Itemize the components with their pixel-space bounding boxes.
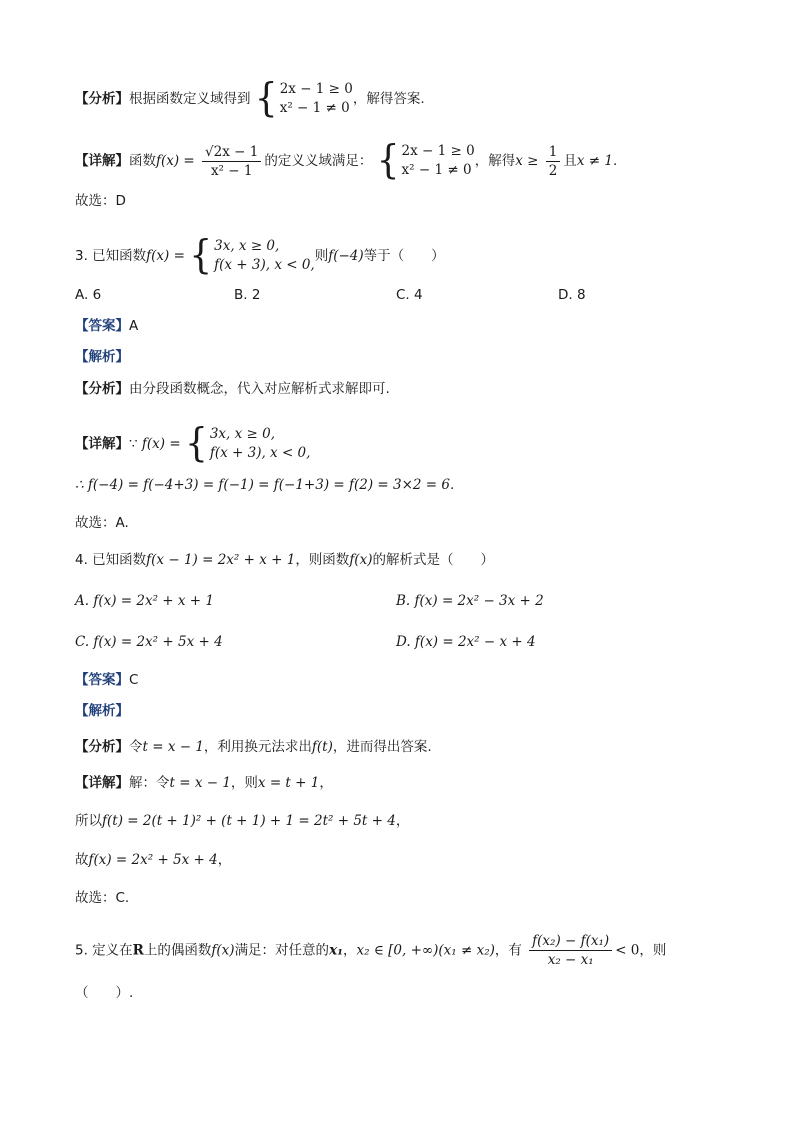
step-expr: f(x) = 2x² + 5x + 4 (88, 852, 218, 868)
detail-text-a: 函数 (129, 153, 156, 169)
q3-function-lhs: f(x) = (146, 248, 185, 264)
q4-option-d: D. f(x) = 2x² − x + 4 (396, 634, 536, 650)
ft-expr: f(t) (311, 739, 333, 755)
q5-stem-b: 上的偶函数 (143, 942, 212, 959)
answer-tag: 【答案】 (75, 672, 129, 688)
function-fraction (202, 143, 261, 180)
q3-option-c: C. 4 (396, 287, 423, 303)
detail-text-b: ，则 (230, 775, 258, 791)
q5-stem-d: ，有 (494, 942, 522, 959)
q3-calc-line (75, 475, 454, 495)
answer-value: A (129, 318, 139, 334)
half-denominator: 2 (548, 162, 558, 179)
q4-answer (75, 670, 138, 690)
detail-tag: 【详解】 (75, 153, 129, 169)
fraction-numerator: √2x − 1 (202, 143, 261, 162)
step-expr: f(t) = 2(t + 1)² + (t + 1) + 1 = 2t² + 5t + 4 (102, 813, 396, 829)
half-fraction (546, 143, 561, 180)
condition-2: x ≠ 1 (576, 153, 613, 169)
question-4 (75, 550, 494, 570)
q3-calc: ∴ f(−4) = f(−4+3) = f(−1) = f(−1+3) = f(2) = 3×2 = 6 (75, 477, 450, 493)
step-end: ， (217, 852, 232, 868)
system-row-2: x² − 1 ≠ 0 (279, 100, 350, 116)
q5-numerator: f(x₂) − f(x₁) (529, 932, 612, 951)
q4-stem-b: ，则函数 (295, 552, 350, 568)
piece-row-1: 3x, x ≥ 0, (214, 238, 280, 254)
choose-line-3: 故选：A. (75, 515, 129, 531)
real-set-R: R (132, 942, 144, 959)
q3-answer (75, 316, 138, 336)
detail-tag: 【详解】 (75, 775, 129, 791)
piece-row-2: f(x + 3), x < 0, (214, 257, 315, 273)
since-symbol: ∵ (129, 436, 138, 452)
analysis-text-b: ，利用换元法求出 (203, 739, 312, 755)
substitution: t = x − 1 (142, 739, 204, 755)
piecewise-system (189, 232, 315, 278)
detail-text-b: 的定义义域满足： (264, 153, 373, 169)
piece-row-2: f(x + 3), x < 0, (209, 445, 311, 461)
q4-detail (75, 773, 333, 793)
q3-detail (75, 420, 311, 466)
q3-analysis (75, 379, 390, 399)
q3-option-a: A. 6 (75, 287, 102, 303)
q5-stem-a: 5. 定义在 (75, 942, 133, 959)
system-row-2: x² − 1 ≠ 0 (401, 162, 472, 178)
q3-option-b: B. 2 (234, 287, 261, 303)
condition-1: x ≥ (515, 153, 539, 169)
analysis-tag: 【分析】 (75, 381, 129, 397)
question-5 (75, 932, 666, 969)
brace-icon: { (254, 75, 278, 121)
q5-fraction (529, 932, 612, 969)
analysis-text-a: 令 (129, 739, 143, 755)
detail-tag: 【详解】 (75, 436, 129, 452)
piece-row-1: 3x, x ≥ 0, (209, 426, 276, 442)
function-lhs: f(x) = (156, 153, 195, 169)
analysis-text-b: ，解得答案. (352, 91, 425, 107)
q4-option-a: A. f(x) = 2x² + x + 1 (75, 593, 214, 609)
q3-stem-b: 则 (314, 248, 329, 264)
fraction-denominator: x² − 1 (210, 162, 253, 179)
system-row-1: 2x − 1 ≥ 0 (279, 81, 353, 97)
q4-parse-tag: 【解析】 (75, 703, 129, 719)
domain-system (376, 137, 475, 183)
detail-text-a: 解：令 (129, 775, 170, 791)
q3-option-d: D. 8 (558, 287, 586, 303)
analysis-tag: 【分析】 (75, 91, 129, 107)
q5-x1: x₁ (329, 942, 344, 959)
step-end: ， (395, 813, 410, 829)
substitution-2: x = t + 1 (257, 775, 320, 791)
q4-option-c: C. f(x) = 2x² + 5x + 4 (75, 634, 223, 650)
brace-icon: { (376, 137, 400, 183)
answer-value: C (129, 672, 139, 688)
q4-analysis (75, 737, 432, 757)
q3-stem-c: 等于（ ） (363, 248, 445, 264)
detail-text-c: ，解得 (474, 153, 516, 169)
analysis-tag: 【分析】 (75, 739, 129, 755)
substitution: t = x − 1 (169, 775, 231, 791)
q4-stem-a: 4. 已知函数 (75, 552, 147, 568)
q4-stem-c: 的解析式是（ ） (372, 552, 494, 568)
q5-stem-e: ，则 (639, 942, 667, 959)
q4-given: f(x − 1) = 2x² + x + 1 (146, 552, 296, 568)
detail-line-1 (75, 137, 618, 183)
q5-stem-c: 满足：对任意的 (234, 942, 330, 959)
detail-end: . (612, 153, 618, 169)
q5-x2-domain: x₂ ∈ [0, +∞)(x₁ ≠ x₂) (356, 942, 495, 959)
q5-tail: （ ）. (75, 985, 134, 1001)
q5-fx: f(x) (211, 942, 235, 959)
question-3 (75, 232, 445, 278)
q3-calc-end: . (449, 477, 455, 493)
q3-parse-tag: 【解析】 (75, 349, 129, 365)
detail-text-c: ， (319, 775, 333, 791)
choose-line-4: 故选：C. (75, 890, 130, 906)
q4-step-2 (75, 850, 231, 870)
step-text: 所以 (75, 813, 102, 829)
q3-expr: f(−4) (328, 248, 364, 264)
q5-denominator: x₂ − x₁ (547, 952, 594, 968)
q4-fx: f(x) (349, 552, 373, 568)
analysis-line-1 (75, 75, 425, 121)
half-numerator: 1 (546, 143, 561, 162)
analysis-text-a: 根据函数定义域得到 (129, 91, 251, 107)
analysis-text: 由分段函数概念，代入对应解析式求解即可. (129, 381, 390, 397)
domain-system (254, 75, 353, 121)
q3-detail-lhs: f(x) = (141, 436, 181, 452)
system-row-1: 2x − 1 ≥ 0 (401, 143, 475, 159)
detail-text-d: 且 (563, 153, 577, 169)
q5-inequality: < 0 (615, 942, 640, 959)
brace-icon: { (189, 232, 213, 278)
q3-stem-a: 3. 已知函数 (75, 248, 147, 264)
q4-step-1 (75, 811, 409, 831)
choose-line-1: 故选：D (75, 193, 126, 209)
analysis-text-c: ，进而得出答案. (332, 739, 432, 755)
q4-option-b: B. f(x) = 2x² − 3x + 2 (396, 593, 544, 609)
q5-sep: ， (343, 942, 357, 959)
piecewise-system (184, 420, 311, 466)
brace-icon: { (184, 420, 208, 466)
step-text: 故 (75, 852, 89, 868)
answer-tag: 【答案】 (75, 318, 129, 334)
